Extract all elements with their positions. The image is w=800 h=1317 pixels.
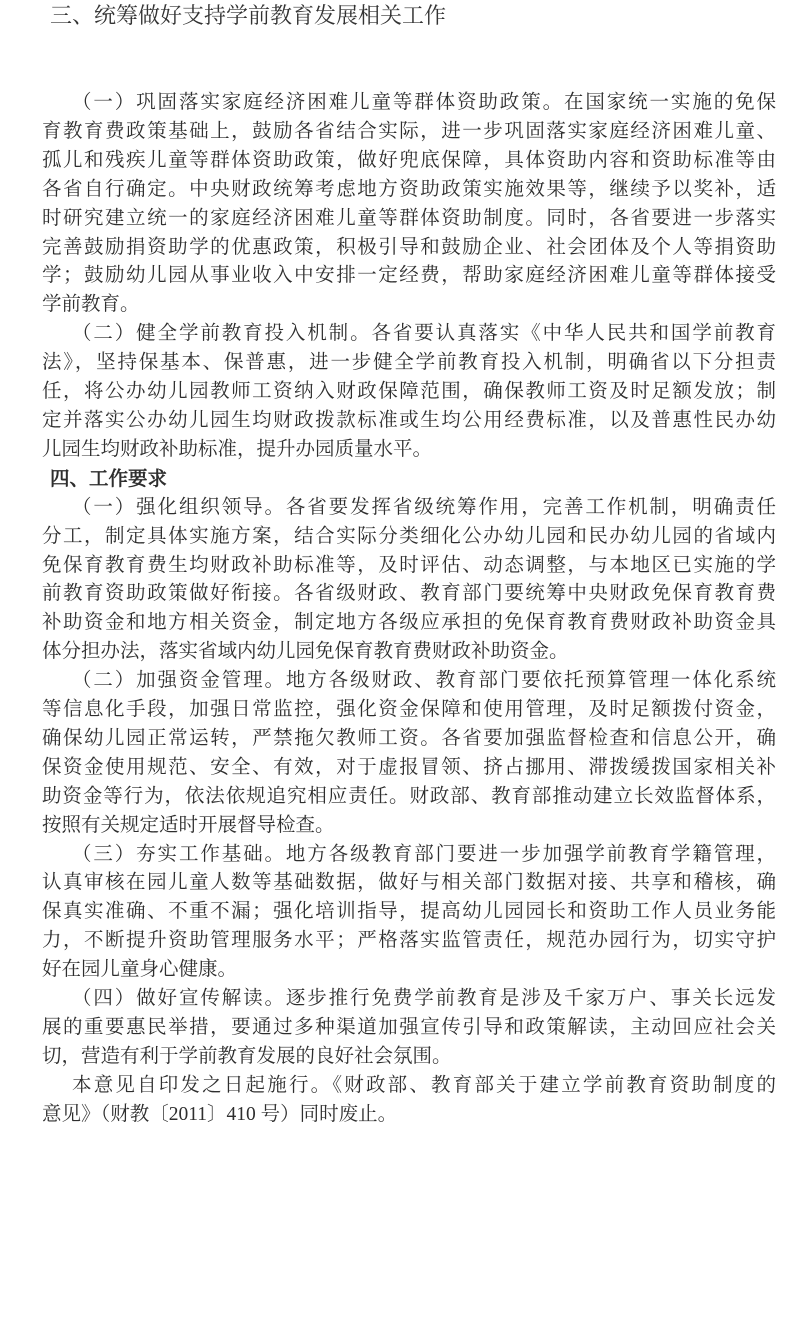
text-line: 育教育费政策基础上，鼓励各省结合实际，进一步巩固落实家庭经济困难儿童、 bbox=[42, 120, 776, 142]
text-line: （一）强化组织领导。各省要发挥省级统筹作用，完善工作机制，明确责任 bbox=[72, 496, 776, 518]
text-line: （二）加强资金管理。地方各级财政、教育部门要依托预算管理一体化系统 bbox=[72, 670, 776, 692]
text-line: 学前教育。 bbox=[42, 294, 140, 316]
text-line: 好在园儿童身心健康。 bbox=[42, 959, 238, 981]
text-line: 四、工作要求 bbox=[50, 467, 168, 490]
text-line: 免保育教育费生均财政补助标准等，及时评估、动态调整，与本地区已实施的学 bbox=[42, 554, 776, 576]
text-line: 力，不断提升资助管理服务水平；严格落实监管责任，规范办园行为，切实守护 bbox=[42, 930, 776, 952]
text-line: 认真审核在园儿童人数等基础数据，做好与相关部门数据对接、共享和稽核，确 bbox=[42, 872, 776, 894]
paragraph bbox=[42, 667, 776, 840]
paragraph bbox=[42, 494, 776, 667]
text-line: 等信息化手段，加强日常监控，强化资金保障和使用管理，及时足额拨付资金， bbox=[42, 699, 776, 721]
paragraph bbox=[42, 1072, 776, 1130]
text-line: 补助资金和地方相关资金，制定地方各级应承担的免保育教育费财政补助资金具 bbox=[42, 612, 776, 634]
paragraph bbox=[42, 320, 776, 465]
text-line: 助资金等行为，依法依规追究相应责任。财政部、教育部推动建立长效监督体系， bbox=[42, 785, 776, 807]
text-line: 本意见自印发之日起施行。《财政部、教育部关于建立学前教育资助制度的 bbox=[72, 1074, 776, 1096]
text-line: 保资金使用规范、安全、有效，对于虚报冒领、挤占挪用、滞拨缓拨国家相关补 bbox=[42, 756, 776, 778]
text-line: 切，营造有利于学前教育发展的良好社会氛围。 bbox=[42, 1045, 452, 1067]
text-line: 完善鼓励捐资助学的优惠政策，积极引导和鼓励企业、社会团体及个人等捐资助 bbox=[42, 236, 776, 258]
paragraph bbox=[42, 89, 776, 320]
text-line: （四）做好宣传解读。逐步推行免费学前教育是涉及千家万户、事关长远发 bbox=[72, 988, 776, 1010]
text-line: 确保幼儿园正常运转，严禁拖欠教师工资。各省要加强监督检查和信息公开，确 bbox=[42, 727, 776, 749]
text-line: 各省自行确定。中央财政统筹考虑地方资助政策实施效果等，继续予以奖补，适 bbox=[42, 178, 776, 200]
text-line: 分工，制定具体实施方案，结合实际分类细化公办幼儿园和民办幼儿园的省域内 bbox=[42, 525, 776, 547]
text-line: 保真实准确、不重不漏；强化培训指导，提高幼儿园园长和资助工作人员业务能 bbox=[42, 901, 776, 923]
text-line: （二）健全学前教育投入机制。各省要认真落实《中华人民共和国学前教育 bbox=[72, 323, 776, 345]
paragraph bbox=[42, 985, 776, 1072]
text-line: 体分担办法，落实省域内幼儿园免保育教育费财政补助资金。 bbox=[42, 641, 569, 663]
text-line: （一）巩固落实家庭经济困难儿童等群体资助政策。在国家统一实施的免保 bbox=[72, 92, 776, 113]
text-line: 前教育资助政策做好衔接。各省级财政、教育部门要统筹中央财政免保育教育费 bbox=[42, 583, 776, 605]
text-line: 按照有关规定适时开展督导检查。 bbox=[42, 814, 335, 836]
text-line: 孤儿和残疾儿童等群体资助政策，做好兜底保障，具体资助内容和资助标准等由 bbox=[42, 149, 776, 171]
section-heading bbox=[42, 465, 776, 494]
text-line: 时研究建立统一的家庭经济困难儿童等群体资助制度。同时，各省要进一步落实 bbox=[42, 207, 776, 229]
text-line: 法》，坚持保基本、保普惠，进一步健全学前教育投入机制，明确省以下分担责 bbox=[42, 352, 776, 374]
section-title: 三、统筹做好支持学前教育发展相关工作 bbox=[50, 3, 447, 28]
text-line: （三）夯实工作基础。地方各级教育部门要进一步加强学前教育学籍管理， bbox=[72, 843, 776, 865]
paragraph bbox=[42, 841, 776, 986]
text-line: 展的重要惠民举措，要通过多种渠道加强宣传引导和政策解读，主动回应社会关 bbox=[42, 1017, 776, 1038]
text-line: 意见》（财教〔2011〕410 号）同时废止。 bbox=[42, 1103, 398, 1125]
text-line: 任，将公办幼儿园教师工资纳入财政保障范围，确保教师工资及时足额发放；制 bbox=[42, 381, 776, 403]
document-body bbox=[42, 89, 776, 1130]
text-line: 学；鼓励幼儿园从事业收入中安排一定经费，帮助家庭经济困难儿童等群体接受 bbox=[42, 265, 776, 287]
text-line: 儿园生均财政补助标准，提升办园质量水平。 bbox=[42, 438, 433, 460]
text-line: 定并落实公办幼儿园生均财政拨款标准或生均公用经费标准，以及普惠性民办幼 bbox=[42, 409, 776, 431]
